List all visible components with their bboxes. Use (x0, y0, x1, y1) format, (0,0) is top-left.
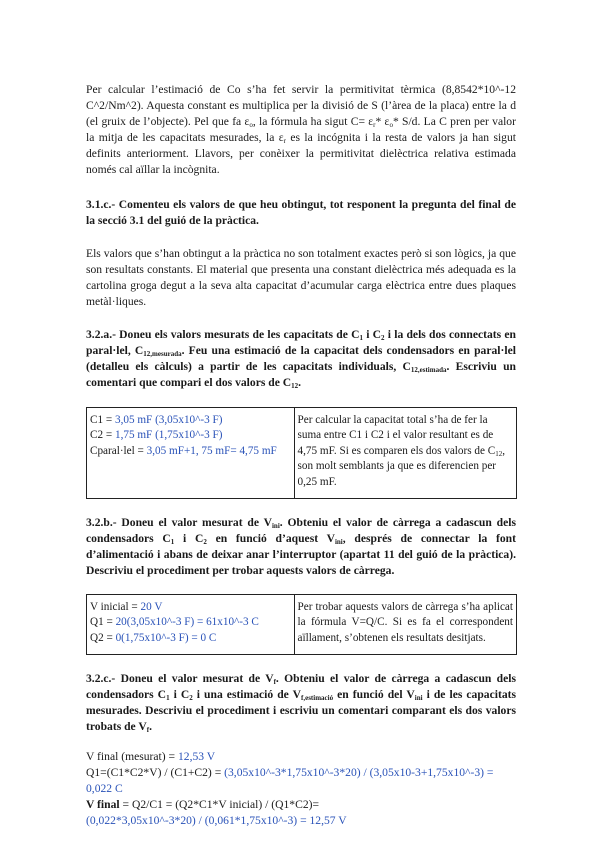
q1-formula-line: Q1=(C1*C2*V) / (C1+C2) = (3,05x10^-3*1,75x10^-3*20) / (3,05x10-3+1,75x10^-3) = (86, 766, 494, 780)
answer-3-2-c (86, 749, 516, 829)
vinitial-line: V inicial = 20 V (90, 601, 163, 614)
vfinal-measured-line: V final (mesurat) = 12,53 V (86, 750, 216, 764)
table-3-2-a-comment: Per calcular la capacitat total s’ha de fer la suma entre C1 i C2 i el valor resultant es de 4,75 mF. Si es comparen els dos valors de $C_{12}$, son molt semblants ja que es diferencien per 0,25 mF. (294, 408, 516, 499)
table-3-2-a-values (87, 408, 295, 499)
document-page (86, 82, 516, 829)
q1-result-line: 0,022 C (86, 782, 123, 796)
vfinal-result-line: (0,022*3,05x10^-3*20) / (0,061*1,75x10^-3) = 12,57 V (86, 814, 347, 828)
answer-3-1-c: Els valors que s’han obtingut a la pràctica no son totalment exactes però si son lògics, ja que son resultats constants. El material que presenta una constant dielèctrica més adequada es la cartolina groga degut a la seva alta capacitat d’acumular carga elèctrica entre dues plaques metàl·liques. (86, 247, 516, 308)
c2-line: C2 = 1,75 mF (1,75x10^-3 F) (90, 429, 223, 442)
cparallel-line: Cparal·lel = 3,05 mF+1, 75 mF= 4,75 mF (90, 444, 277, 457)
heading-3-2-b: 3.2.b.- Doneu el valor mesurat de $V_{ini}$. Obteniu el valor de càrrega a cadascun dels condensadors $C_1$ i $C_2$ en funció d’aquest $V_{ini}$, després de connectar la font d’alimentació i abans de deixar anar l’interruptor (apartat 11 del guió de la pràctica). Descriviu el procediment per trobar aquests valors de càrrega. (86, 516, 516, 578)
heading-3-2-a: 3.2.a.- Doneu els valors mesurats de les capacitats de $C_1$ i $C_2$ i la dels dos connectats en paral·lel, $C_{12,mesurada}$. Feu una estimació de la capacitat dels condensadors en paral·lel (detalleu els càlculs) a partir de les capacitats individuals, $C_{12,estimada}$. Escriviu un comentari que compari el dos valors de $C_{12}$. (86, 328, 517, 390)
c1-line: C1 = 3,05 mF (3,05x10^-3 F) (90, 414, 223, 426)
table-3-2-a (86, 407, 517, 499)
heading-3-2-c: 3.2.c.- Doneu el valor mesurat de $V_f$. Obteniu el valor de càrrega a cadascun dels condensadors $C_1$ i $C_2$ i una estimació de $V_{f,estimació}$ en funció del $V_{ini}$ i de les capacitats mesurades. Descriviu el procediment i escriviu un comentari comparant els dos valors trobats de $V_f$. (86, 672, 516, 735)
q1-line: Q1 = 20(3,05x10^-3 F) = 61x10^-3 C (90, 616, 259, 629)
q2-line: Q2 = 0(1,75x10^-3 F) = 0 C (90, 631, 217, 644)
intro-paragraph: Per calcular l’estimació de Co s’ha fet servir la permitivitat tèrmica (8,8542*10^-12 C^2/Nm^2). Aquesta constant es multiplica per la divisió de S (l’àrea de la placa) entre la d (el gruix de l’objecte). Pel que fa $\varepsilon_o$, la fórmula ha sigut $C= \varepsilon_r*$ $\varepsilon_o*$ S/d. La C pren per valor la mitja de les capacitats mesurades, la $\varepsilon_r$ es la incógnita i la resta de valors ja han sigut definits anteriorment. Llavors, per conèixer la permitivitat dielèctrica relativa estimada només cal aïllar la incògnita. (86, 83, 516, 176)
vfinal-formula-line: V final = Q2/C1 = (Q2*C1*V inicial) / (Q1*C2)= (86, 798, 320, 812)
table-3-2-b-values (87, 595, 295, 655)
table-3-2-b (86, 594, 517, 655)
heading-3-1-c: 3.1.c.- Comenteu els valors de que heu obtingut, tot responent la pregunta del final de la secció 3.1 del guió de la pràctica. (86, 198, 516, 227)
table-3-2-b-comment: Per trobar aquests valors de càrrega s’ha aplicat la fórmula V=Q/C. Si es fa el correspondent aïllament, s’obtenen els resultats desitjats. (294, 595, 516, 655)
